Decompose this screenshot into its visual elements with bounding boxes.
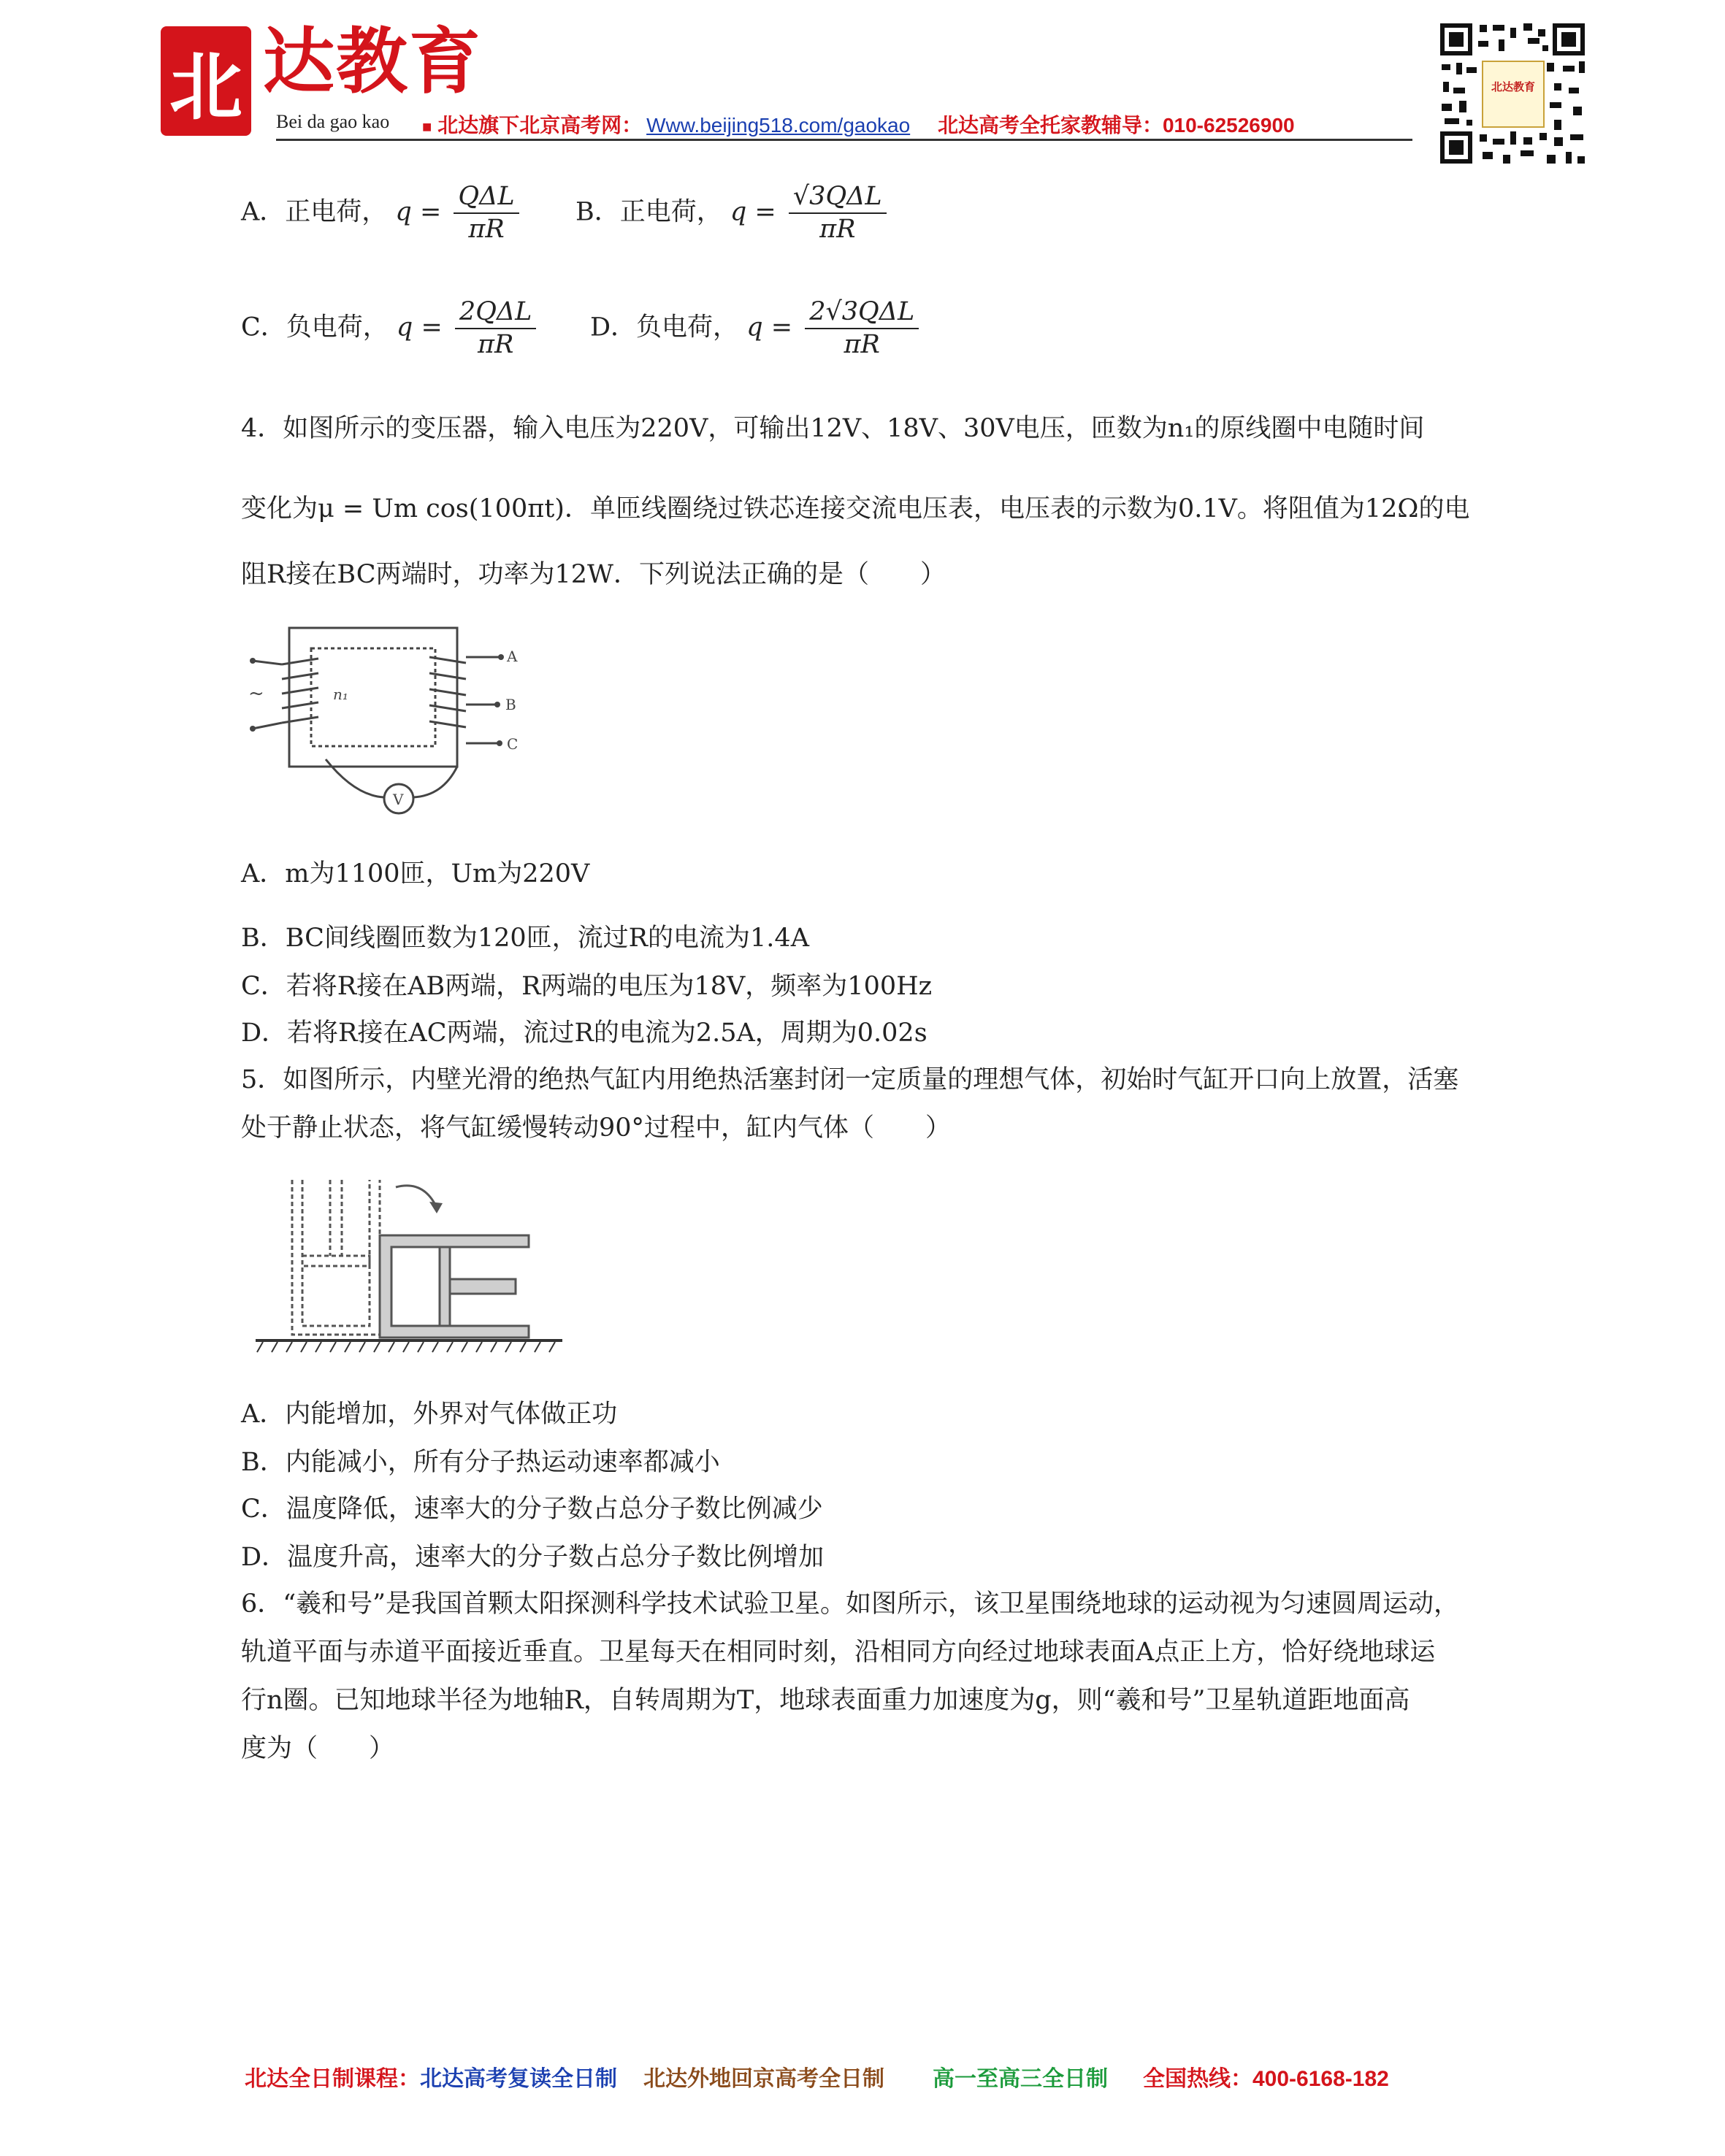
svg-text:C: C [507,735,519,753]
q5-option-d: D．温度升高，速率大的分子数占总分子数比例增加 [241,1543,825,1572]
q4-option-a: A．m为1100匝，Um为220V [241,859,590,889]
q4-option-b: B．BC间线圈匝数为120匝，流过R的电流为1.4A [241,924,809,953]
svg-text:B: B [505,696,516,713]
q4-stem-line2: 变化为μ = Um cos(100πt)．单匝线圈绕过铁芯连接交流电压表，电压表的示数为0.1V。将阻值为12Ω的电 [241,494,1470,523]
square-bullet-icon: ■ [422,118,432,136]
q3-a-fraction: $\frac{\text{QΔL}}{\pi R}$ [454,184,519,242]
q3-d-fraction: $\frac{\text{2√3QΔL}}{\pi R}$ [805,299,919,358]
q3-option-a: A．正电荷， q = $\frac{\text{QΔL}}{\pi R}$ [241,184,524,242]
footer-item-2[interactable]: 北达外地回京高考全日制 [643,2067,884,2091]
q4-option-c: C．若将R接在AB两端，R两端的电压为18V，频率为100Hz [241,972,933,1001]
footer-bar [245,2060,1389,2092]
logo-mark: 北 [161,26,251,136]
q5-option-a: A．内能增加，外界对气体做正功 [241,1400,618,1429]
svg-text:V: V [393,791,404,808]
gas-cylinder-figure [241,1165,577,1384]
transformer-figure [238,613,545,818]
header-info [422,110,1295,139]
q6-stem-line4: 度为（ ） [241,1734,395,1763]
header-divider [276,139,1412,141]
q5-option-b: B．内能减小，所有分子热运动速率都减小 [241,1448,720,1477]
q5-option-c: C．温度降低，速率大的分子数占总分子数比例减少 [241,1495,823,1524]
q3-b-fraction: $\frac{\text{√3QΔL}}{\pi R}$ [789,184,887,242]
q5-stem-line1: 5．如图所示，内壁光滑的绝热气缸内用绝热活塞封闭一定质量的理想气体，初始时气缸开口向上放置，活塞 [241,1065,1459,1094]
q4-option-d: D．若将R接在AC两端，流过R的电流为2.5A，周期为0.02s [241,1018,927,1048]
logo-subtitle: Bei da gao kao [276,111,390,132]
q4-stem-line1: 4．如图所示的变压器，输入电压为220V，可输出12V、18V、30V电压，匝数为n₁的原线圈中电随时间 [241,414,1425,443]
footer-item-1[interactable]: 北达高考复读全日制 [420,2067,617,2091]
header-url-link[interactable]: Www.beijing518.com/gaokao [646,114,911,137]
footer-hotline: 全国热线：400-6168-182 [1143,2067,1389,2091]
q3-option-c: C．负电荷， q = $\frac{\text{2QΔL}}{\pi R}$ [241,299,540,358]
q6-stem-line2: 轨道平面与赤道平面接近垂直。卫星每天在相同时刻，沿相同方向经过地球表面A点正上方，恰好绕地球运 [241,1638,1436,1667]
svg-text:~: ~ [248,683,264,705]
logo-title: 达教育 [263,20,483,104]
q3-option-d: D．负电荷， q = $\frac{\text{2√3QΔL}}{\pi R}$ [590,299,923,358]
q3-c-fraction: $\frac{\text{2QΔL}}{\pi R}$ [455,299,536,358]
qr-code-icon[interactable] [1437,20,1588,166]
q6-stem-line1: 6．“羲和号”是我国首颗太阳探测科学技术试验卫星。如图所示，该卫星围绕地球的运动视为匀速圆周运动， [241,1589,1460,1619]
q3-option-b: B．正电荷， q = $\frac{\text{√3QΔL}}{\pi R}$ [575,184,891,242]
header-info-label: 北达旗下北京高考网： [437,114,643,137]
q4-stem-line3: 阻R接在BC两端时，功率为12W．下列说法正确的是（ ） [241,560,946,589]
q5-stem-line2: 处于静止状态，将气缸缓慢转动90°过程中，缸内气体（ ） [241,1113,952,1143]
svg-text:A: A [507,648,518,665]
header-tutor-label: 北达高考全托家教辅导：010-62526900 [937,114,1295,137]
qr-center-text: 北达教育 [1491,80,1536,93]
svg-text:n₁: n₁ [333,686,348,703]
q6-stem-line3: 行n圈。已知地球半径为地轴R，自转周期为T，地球表面重力加速度为g，则“羲和号”卫星轨道距地面高 [241,1686,1410,1715]
footer-label: 北达全日制课程： [245,2067,420,2091]
footer-item-3[interactable]: 高一至高三全日制 [933,2067,1108,2091]
